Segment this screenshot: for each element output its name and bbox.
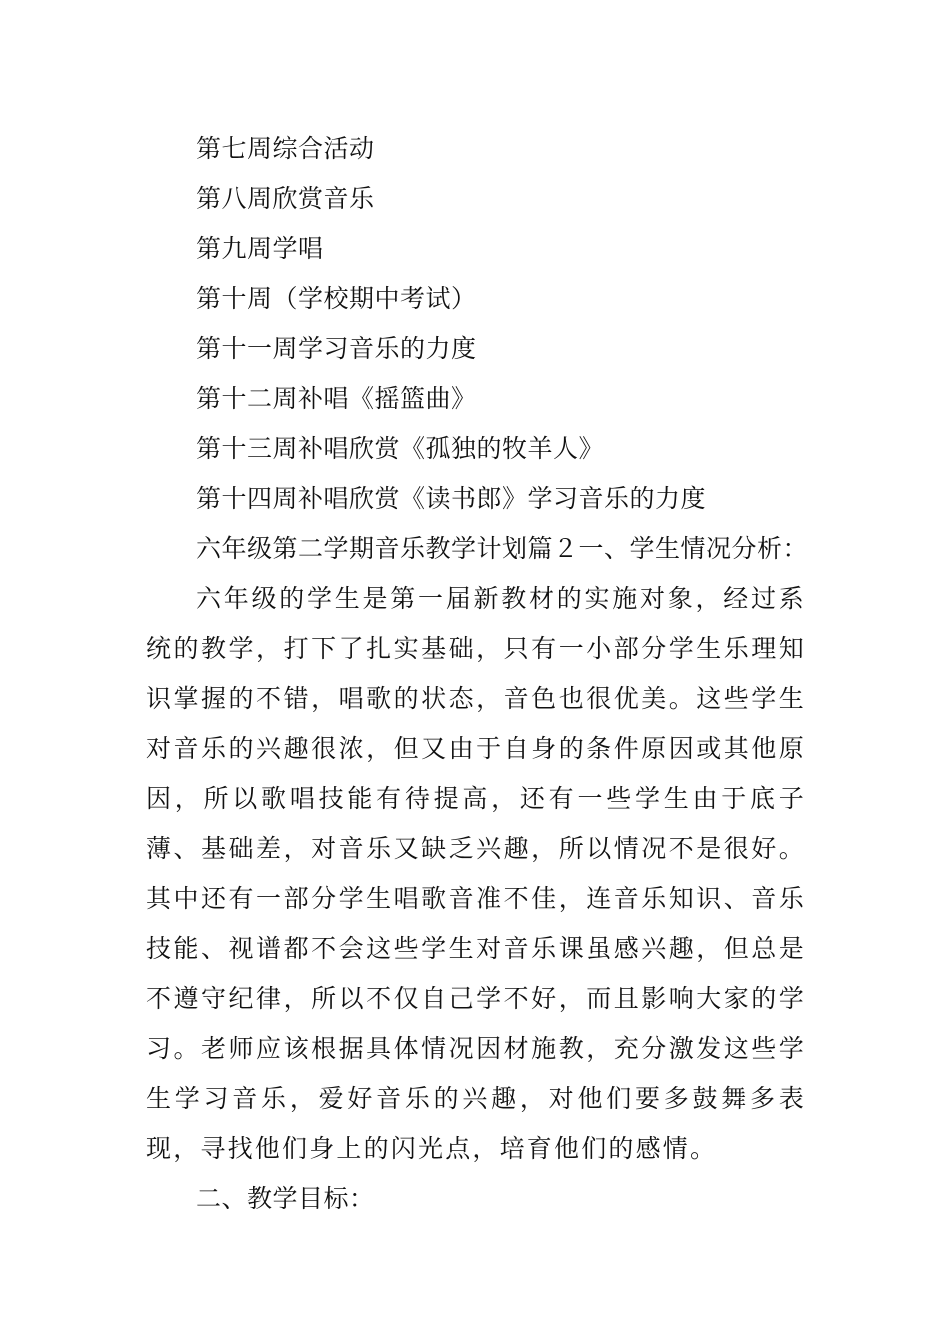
- schedule-week-8: 第八周欣赏音乐: [196, 184, 375, 213]
- schedule-week-13: 第十三周补唱欣赏《孤独的牧羊人》: [196, 434, 605, 463]
- schedule-week-10: 第十周（学校期中考试）: [196, 284, 477, 313]
- schedule-week-11: 第十一周学习音乐的力度: [196, 334, 477, 363]
- schedule-week-14: 第十四周补唱欣赏《读书郎》学习音乐的力度: [196, 484, 707, 513]
- section-heading: 六年级第二学期音乐教学计划篇２一、学生情况分析：: [196, 534, 809, 563]
- schedule-week-7: 第七周综合活动: [196, 134, 375, 163]
- student-analysis-paragraph: 六年级的学生是第一届新教材的实施对象，经过系统的教学，打下了扎实基础，只有一小部分学生乐理知识掌握的不错，唱歌的状态，音色也很优美。这些学生对音乐的兴趣很浓，但又由于自身的条件原因或其他原因，所以歌唱技能有待提高，还有一些学生由于底子薄、基础差，对音乐又缺乏兴趣，所以情况不是很好。其中还有一部分学生唱歌音准不佳，连音乐知识、音乐技能、视谱都不会这些学生对音乐课虽感兴趣，但总是不遵守纪律，所以不仅自己学不好，而且影响大家的学习。老师应该根据具体情况因材施教，充分激发这些学生学习音乐，爱好音乐的兴趣，对他们要多鼓舞多表现，寻找他们身上的闪光点，培育他们的感情。: [146, 584, 806, 1163]
- goals-heading: 二、教学目标：: [196, 1184, 375, 1213]
- schedule-week-12: 第十二周补唱《摇篮曲》: [196, 384, 477, 413]
- schedule-week-9: 第九周学唱: [196, 234, 324, 263]
